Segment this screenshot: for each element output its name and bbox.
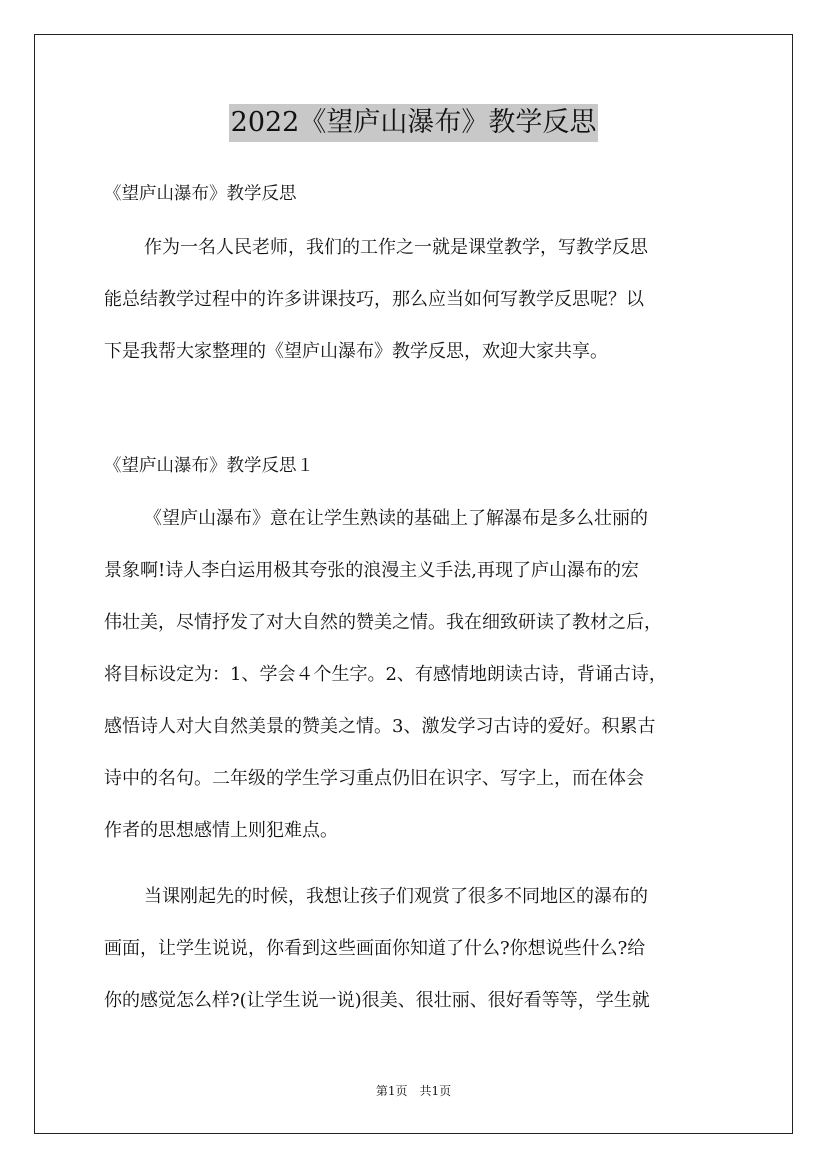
title-container (0, 104, 827, 142)
section-heading: 《望庐山瀑布》教学反思１ (104, 456, 314, 476)
text-line: 当课刚起先的时候，我想让孩子们观赏了很多不同地区的瀑布的 (144, 886, 648, 907)
document-title: 2022《望庐山瀑布》教学反思 (229, 104, 599, 142)
section-paragraph (104, 493, 730, 857)
second-paragraph (104, 871, 730, 1027)
text-line: 画面，让学生说说，你看到这些画面你知道了什么?你想说些什么?给 (104, 938, 646, 959)
page-number-footer: 第1页 共1页 (375, 1084, 452, 1098)
text-line: 诗中的名句。二年级的学生学习重点仍旧在识字、写字上，而在体会 (104, 768, 644, 789)
intro-paragraph (104, 222, 730, 378)
text-line: 作者的思想感情上则犯难点。 (104, 820, 338, 841)
text-line: 《望庐山瀑布》意在让学生熟读的基础上了解瀑布是多么壮丽的 (144, 508, 648, 529)
text-line: 下是我帮大家整理的《望庐山瀑布》教学反思，欢迎大家共享。 (104, 341, 608, 362)
text-line: 你的感觉怎么样?(让学生说一说)很美、很壮丽、很好看等等，学生就 (104, 990, 650, 1011)
text-line: 作为一名人民老师，我们的工作之一就是课堂教学，写教学反思 (144, 237, 648, 258)
text-line: 将目标设定为：1、学会４个生字。2、有感情地朗读古诗，背诵古诗， (104, 664, 667, 685)
text-line: 能总结教学过程中的许多讲课技巧，那么应当如何写教学反思呢？以 (104, 289, 644, 310)
subtitle: 《望庐山瀑布》教学反思 (104, 184, 297, 204)
text-line: 景象啊!诗人李白运用极其夸张的浪漫主义手法,再现了庐山瀑布的宏 (104, 560, 639, 581)
text-line: 伟壮美，尽情抒发了对大自然的赞美之情。我在细致研读了教材之后， (104, 612, 662, 633)
text-line: 感悟诗人对大自然美景的赞美之情。3、激发学习古诗的爱好。积累古 (104, 716, 656, 737)
